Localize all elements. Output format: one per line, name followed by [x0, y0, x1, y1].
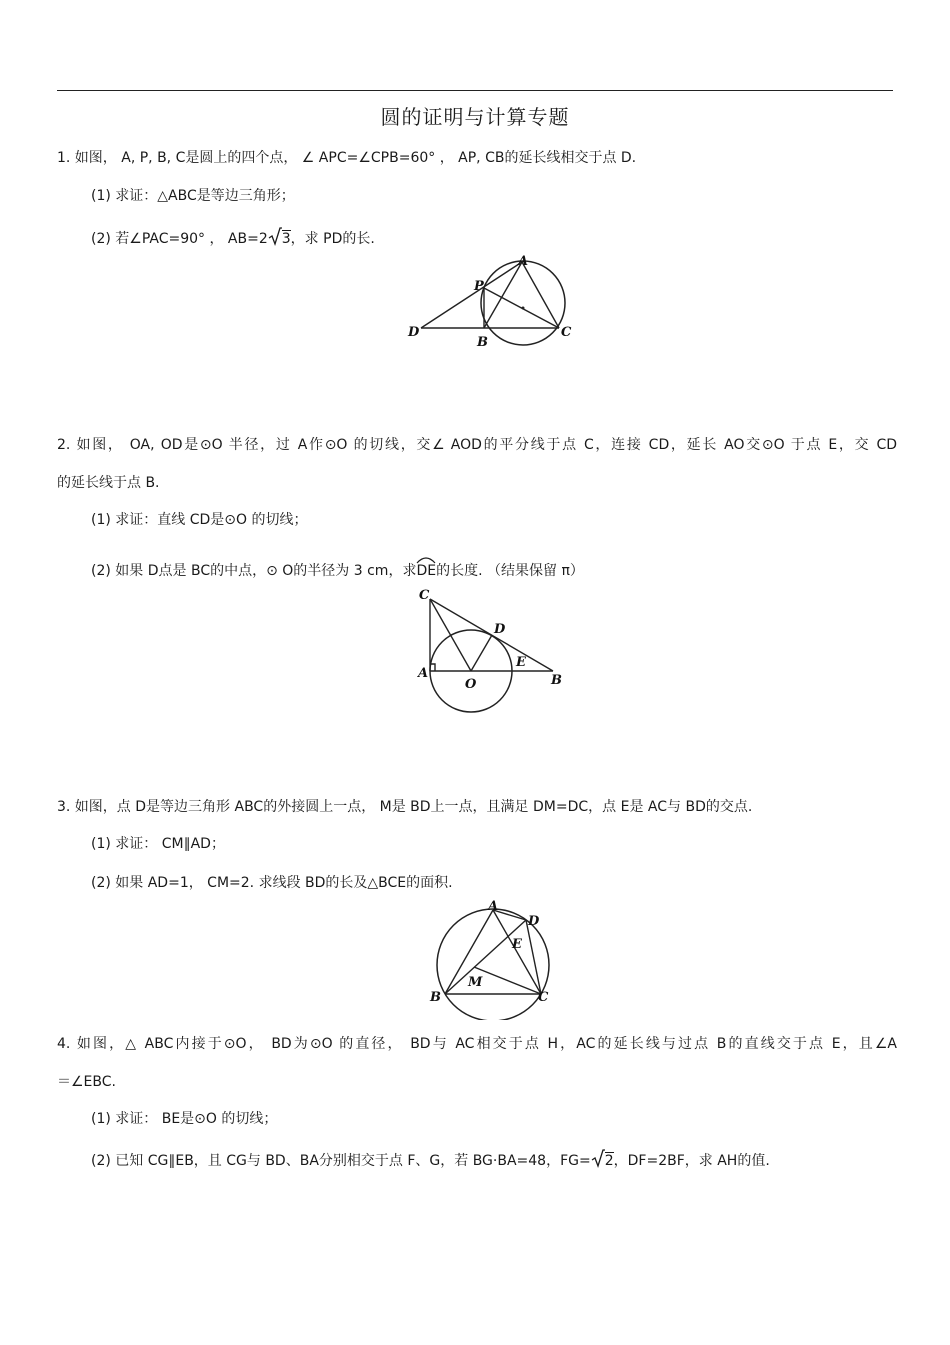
- q1-part1: (1) 求证：△ABC是等边三角形；: [91, 188, 295, 204]
- q1-stem: 1. 如图， A, P, B, C是圆上的四个点， ∠ APC=∠CPB=60° ， AP, CB的延长线相交于点 D.: [57, 150, 637, 166]
- q2-part2: [91, 561, 584, 581]
- q3-label-M: M: [468, 975, 483, 990]
- q2-arc-DE: [416, 561, 436, 581]
- q3-line-MC: [474, 967, 541, 994]
- q1-label-D: D: [408, 325, 420, 340]
- arc-symbol: [416, 556, 436, 564]
- q1-line-DA: [421, 262, 522, 328]
- q3-label-D: D: [528, 914, 540, 929]
- q3-part1: (1) 求证： CM∥AD；: [91, 836, 225, 852]
- q2-label-D: D: [494, 622, 506, 637]
- q1-radicand: 3: [281, 231, 291, 247]
- q3-label-A: A: [488, 899, 499, 914]
- q3-label-C: C: [538, 990, 549, 1005]
- page-title: 圆的证明与计算专题: [380, 105, 570, 129]
- q4-radicand: 2: [604, 1153, 614, 1169]
- q1-line-AB: [484, 262, 522, 328]
- q2-stem-line2: 的延长线于点 B.: [57, 475, 160, 491]
- q1-part2-text-b: ，求 PD的长.: [290, 231, 375, 247]
- q3-label-E: E: [512, 937, 522, 952]
- q4-stem-line2: ＝∠EBC.: [57, 1074, 116, 1090]
- q2-part2-text-a: (2) 如果 D点是 BC的中点，⊙ O的半径为 3 cm，求: [91, 563, 417, 579]
- q1-figure: [400, 250, 580, 360]
- q1-circle: [481, 261, 565, 345]
- q2-label-B: B: [551, 673, 562, 688]
- q2-label-E: E: [516, 655, 526, 670]
- q3-part2: (2) 如果 AD=1， CM=2. 求线段 BD的长及△BCE的面积.: [91, 875, 453, 891]
- q2-stem-line1: 2. 如图， OA, OD是⊙O 半径，过 A作⊙O 的切线，交∠ AOD的平分线于点 C，连接 CD，延长 AO交⊙O 于点 E，交 CD: [57, 437, 897, 453]
- q2-label-A: A: [418, 666, 429, 681]
- q3-figure: [420, 895, 570, 1020]
- q2-figure: [408, 585, 578, 720]
- q4-stem-line1: 4. 如图，△ ABC内接于⊙O， BD为⊙O 的直径， BD与 AC相交于点 H，AC的延长线与过点 B的直线交于点 E，且∠A: [57, 1036, 897, 1052]
- sqrt-symbol: [591, 1148, 605, 1174]
- q4-part2: [91, 1148, 770, 1174]
- q2-arc-text: DE: [416, 563, 437, 579]
- q1-label-A: A: [518, 254, 529, 269]
- q3-stem: 3. 如图，点 D是等边三角形 ABC的外接圆上一点， M是 BD上一点，且满足 DM=DC，点 E是 AC与 BD的交点.: [57, 799, 753, 815]
- q3-label-B: B: [430, 990, 441, 1005]
- q2-label-O: O: [465, 677, 477, 692]
- header-rule: [57, 90, 893, 91]
- q2-part2-text-b: 的长度. （结果保留 π）: [436, 563, 584, 579]
- q1-label-B: B: [477, 335, 488, 350]
- q2-line-OD: [471, 635, 492, 671]
- q4-part2-text-b: ，DF=2BF，求 AH的值.: [613, 1153, 770, 1169]
- q1-center-dot: [522, 307, 525, 310]
- q1-label-C: C: [561, 325, 572, 340]
- q2-part1: (1) 求证：直线 CD是⊙O 的切线；: [91, 512, 308, 528]
- q1-part2-text-a: (2) 若∠PAC=90° ， AB=2: [91, 231, 268, 247]
- q2-label-C: C: [419, 588, 430, 603]
- q2-line-CO: [430, 599, 471, 671]
- q1-part2: [91, 226, 375, 252]
- q4-part2-text-a: (2) 已知 CG∥EB，且 CG与 BD、BA分别相交于点 F、G，若 BG·BA=48，FG=: [91, 1153, 591, 1169]
- sqrt-symbol: [268, 226, 282, 252]
- q3-line-DC: [526, 920, 541, 994]
- q4-part1: (1) 求证： BE是⊙O 的切线；: [91, 1111, 278, 1127]
- q1-label-P: P: [474, 279, 484, 294]
